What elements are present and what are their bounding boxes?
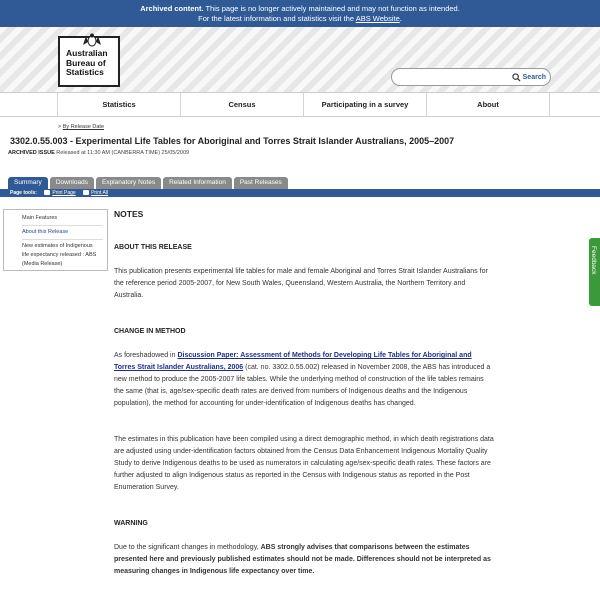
print-page-label: Print Page: [52, 190, 76, 196]
sidenav-link-about-release[interactable]: About this Release: [22, 229, 69, 235]
nav-item-participating[interactable]: Participating in a survey: [303, 93, 426, 117]
sidenav-link-line: (Media Release): [22, 261, 63, 267]
tab-downloads[interactable]: Downloads: [50, 177, 94, 189]
archived-issue-label: ARCHIVED ISSUE: [8, 150, 55, 156]
main-nav: [0, 93, 600, 117]
warning-heading: WARNING: [114, 520, 148, 527]
print-all-icon: [83, 190, 89, 195]
sidenav-link-line: New estimates of Indigenous: [22, 243, 93, 249]
warning-paragraph: [114, 542, 494, 578]
logo-line-1: Australian: [66, 48, 108, 58]
archive-banner-text-2: For the latest information and statistics visit the: [198, 14, 356, 23]
nav-item-spacer: [549, 93, 600, 117]
side-nav: [3, 209, 108, 271]
about-heading: ABOUT THIS RELEASE: [114, 244, 192, 251]
archive-banner-period: .: [399, 14, 402, 23]
about-paragraph: This publication presents experimental life tables for male and female Aboriginal and Torres Strait Islander Australians for the reference period 2005-2007, for New South Wales, Queensland, Western Australia, the Northern Territory and Australia.: [114, 268, 488, 299]
breadcrumb: [58, 124, 104, 130]
main-content: [114, 208, 494, 602]
search-input[interactable]: [398, 71, 508, 83]
archive-banner-strong: Archived content.: [140, 4, 204, 13]
method-text-post: (cat. no. 3302.0.55.002) released in November 2008, the ABS has introduced a new method to produce the 2005-2007 life tables. While the underlying method of construction of the life tables remains the same (that is, age/sex-specific death rates are derived from numbers of Indigenous deaths and the Indigenous population), the method for accounting for under-identification of Indigenous deaths has changed.: [114, 364, 491, 407]
nav-item-census[interactable]: Census: [180, 93, 303, 117]
warning-text-pre: Due to the significant changes in methodology,: [114, 544, 261, 551]
coat-of-arms-icon: [81, 33, 103, 47]
nav-item-statistics[interactable]: Statistics: [57, 93, 180, 117]
feedback-label: Feedback: [590, 246, 597, 275]
release-info: [8, 150, 189, 156]
page-tools-bar: [0, 189, 600, 197]
search-button[interactable]: [512, 71, 546, 84]
site-header: [0, 27, 600, 93]
notes-heading: NOTES: [114, 209, 144, 219]
sidenav-link-media-release[interactable]: [22, 242, 103, 269]
print-all-label: Print All: [91, 190, 109, 196]
warning-text-bold: ABS strongly advises that comparisons between the estimates presented here and previously published estimates should not be made. Differences should not be interpreted as measuring changes in Indigenous life expectancy over time.: [114, 544, 491, 575]
tab-summary[interactable]: Summary: [8, 177, 48, 189]
tab-past-releases[interactable]: Past Releases: [234, 177, 288, 189]
method-text-pre: As foreshadowed in: [114, 352, 178, 359]
breadcrumb-link-by-release-date[interactable]: By Release Date: [62, 124, 105, 130]
print-all-button[interactable]: [83, 190, 108, 196]
logo-line-3: Statistics: [66, 67, 104, 77]
sidenav-divider: [22, 225, 103, 226]
search-box: [391, 68, 551, 86]
estimates-paragraph: The estimates in this publication have been compiled using a direct demographic method, in which death registrations data are adjusted using under-identification factors obtained from the Census Data Enhancement Indigenous Mortality Quality Study to derive Indigenous deaths to be used as numerators in calculating age/sex-specific death rates. These factors are further adjusted to align Indigenous status as reported in the Census with Indigenous status as reported in the Post Enumeration Survey.: [114, 436, 494, 491]
archive-banner-text: This page is no longer actively maintained and may not function as intended.: [203, 4, 460, 13]
archive-banner: [0, 0, 600, 27]
search-button-label: Search: [522, 74, 546, 81]
method-paragraph: [114, 350, 494, 410]
tab-bar: [8, 177, 288, 189]
sidenav-divider: [22, 239, 103, 240]
release-date-text: Released at 11:30 AM (CANBERRA TIME) 25/05/2009: [54, 150, 190, 156]
abs-website-link[interactable]: ABS Website: [355, 14, 400, 23]
method-heading: CHANGE IN METHOD: [114, 328, 186, 335]
discussion-paper-link[interactable]: Discussion Paper: Assessment of Methods for Developing Life Tables for Aboriginal and Torres Strait Islander Australians, 2006: [114, 352, 472, 371]
sidenav-link-line: life expectancy released : ABS: [22, 252, 97, 258]
page-title: 3302.0.55.003 - Experimental Life Tables for Aboriginal and Torres Strait Islander Australians, 2005–2007: [10, 136, 455, 146]
print-icon: [44, 190, 50, 195]
feedback-tab[interactable]: [589, 238, 600, 306]
nav-item-about[interactable]: About: [426, 93, 549, 117]
search-icon: [512, 73, 521, 82]
page-tools-label: Page tools:: [10, 190, 37, 196]
tab-related-information[interactable]: Related Information: [163, 177, 232, 189]
sidenav-heading: Main Features: [22, 215, 58, 221]
breadcrumb-separator: >: [58, 124, 62, 130]
tab-explanatory-notes[interactable]: Explanatory Notes: [96, 177, 161, 189]
print-page-button[interactable]: [44, 190, 75, 196]
logo-line-2: Bureau of: [66, 57, 106, 68]
abs-logo[interactable]: [58, 36, 120, 87]
